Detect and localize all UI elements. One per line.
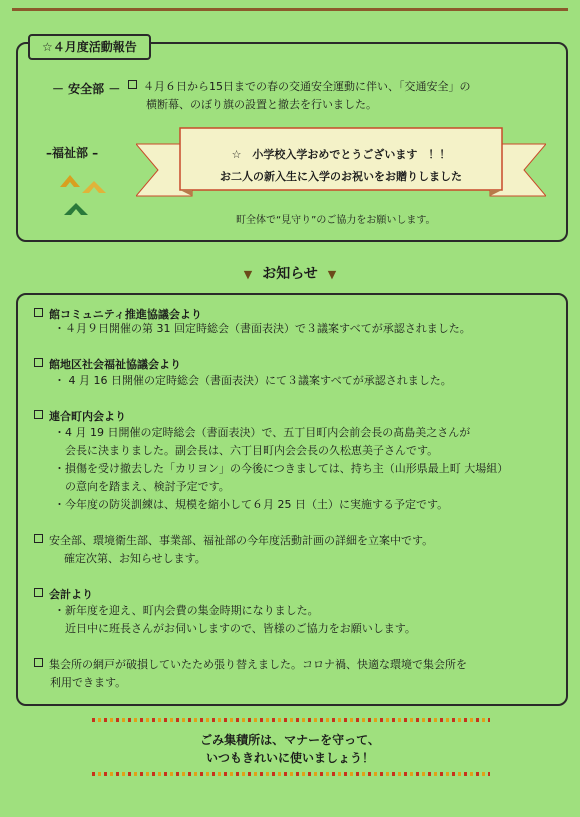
closing-line1: ごみ集積所は、マナーを守って、 [200,733,380,747]
checkbox-icon [34,588,43,597]
notices-title: ▼ お知らせ ▼ [243,266,337,282]
notice-item-line: 会長に決まりました。副会長は、六丁目町内会会長の久松恵美子さんです。 [54,444,439,457]
safety-text-line1: ４月６日から15日までの春の交通安全運動に伴い、「交通安全」の [128,78,471,96]
ribbon-line1: ☆ 小学校入学おめでとうございます ！！ [231,148,451,161]
notice-item-line: ・４月９日開催の第 31 回定時総会（書面表決）で３議案すべてが承認されました。 [54,322,471,335]
notice-item-line: 確定次第、お知らせします。 [64,552,206,565]
checkbox-icon [34,534,43,543]
top-rule [12,8,568,11]
notice-item-head: 会計より [34,586,93,602]
notice-item-head: 館コミュニティ推進協議会より [34,306,202,322]
checkbox-icon [34,410,43,419]
notice-item-line: ・4 月 19 日開催の定時総会（書面表決）で、五丁目町内会前会長の髙島美之さんが [54,426,471,439]
checkbox-icon [34,658,43,667]
notice-item-head: 集会所の網戸が破損していたため張り替えました。コロナ禍、快適な環境で集会所を [34,656,467,674]
notice-item-line: ・今年度の防災訓練は、規模を縮小して６月 25 日（土）に実施する予定です。 [54,498,449,511]
safety-text-line2: 横断幕、のぼり旗の設置と撤去を行いました。 [146,98,377,111]
watch-note: 町全体で“見守り”のご協力をお願いします。 [236,215,436,226]
safety-dept-label: － 安全部 － [52,82,121,96]
notice-item-line: ・新年度を迎え、町内会費の集金時期になりました。 [54,604,319,617]
ribbon-banner [136,126,546,206]
dotted-divider-bottom [92,772,490,776]
notice-item-line: 利用できます。 [50,676,127,689]
ribbon-line2: お二人の新入生に入学のお祝いをお贈りしました [220,170,462,183]
closing-line2: いつもきれいに使いましょう！ [205,751,374,765]
notice-item-head: 連合町内会より [34,408,126,424]
origami-decoration-icon [56,165,120,225]
notice-item-line: 近日中に班長さんがお伺いしますので、皆様のご協力をお願いします。 [54,622,416,635]
notice-item-line: ・損傷を受け撤去した「カリヨン」の今後につきましては、持ち主（山形県最上町 大場組） [54,462,509,475]
welfare-dept-label: –福祉部 – [46,146,99,160]
notice-item-head: 館地区社会福祉協議会より [34,356,181,372]
dotted-divider-top [92,718,490,722]
triangle-down-icon: ▼ [243,268,253,281]
checkbox-icon [34,358,43,367]
report-title: ☆４月度活動報告 [28,34,151,60]
checkbox-icon [34,308,43,317]
notice-item-head: 安全部、環境衛生部、事業部、福祉部の今年度活動計画の詳細を立案中です。 [34,532,433,550]
notice-item-line: ・ 4 月 16 日開催の定時総会（書面表決）にて３議案すべてが承認されました。 [54,374,452,387]
triangle-down-icon: ▼ [327,268,337,281]
checkbox-icon [128,80,137,89]
notice-item-line: の意向を踏まえ、検討予定です。 [54,480,230,493]
